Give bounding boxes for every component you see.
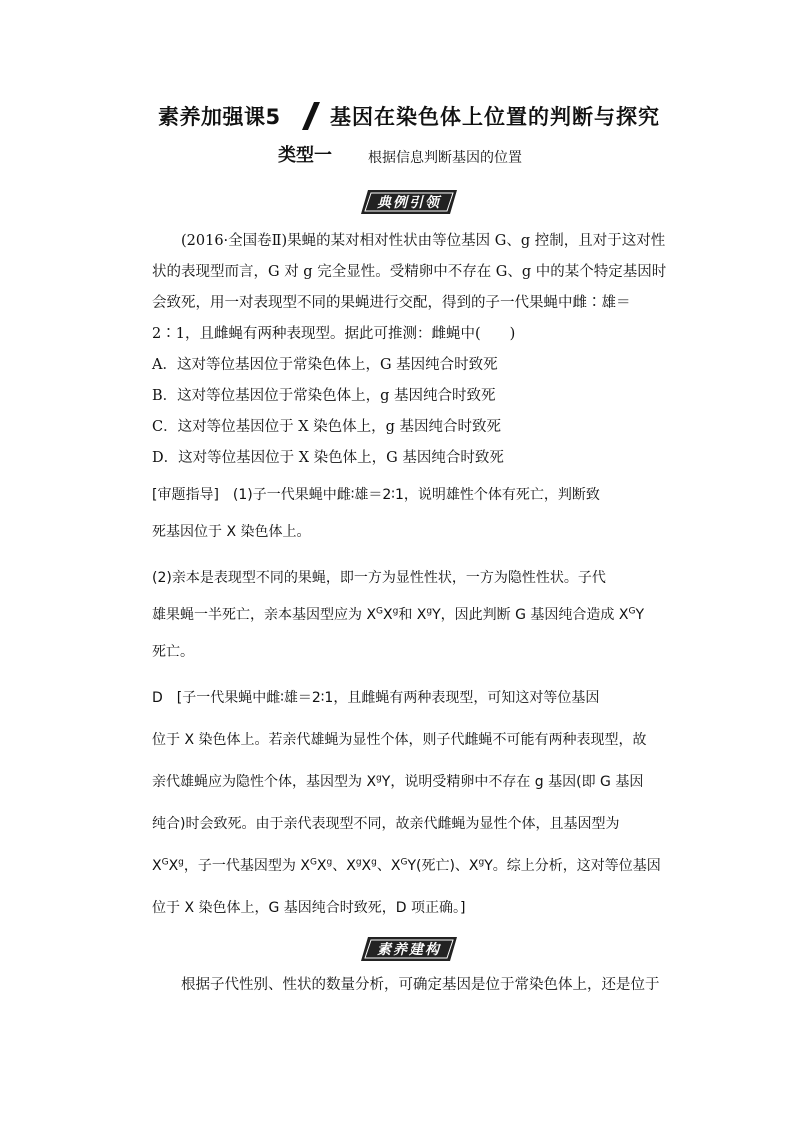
construct-text: 根据子代性别、性状的数量分析，可确定基因是位于常染色体上，还是位于 [181, 977, 660, 993]
type-heading-text: 根据信息判断基因的位置 [368, 150, 522, 166]
title-left: 素养加强课5 [158, 105, 281, 129]
example-banner [360, 189, 458, 215]
guide-line-4: 雄果蝇一半死亡，亲本基因型应为 $X^GX^g$和 $X^gY$，因此判断 G 基因纯合造成 $X^GY$ [152, 606, 644, 623]
question-line-4: 2∶1，且雌蝇有两种表现型。据此可推测：雌蝇中( ) [152, 326, 516, 342]
answer-line-2: 位于 X 染色体上。若亲代雄蝇为显性个体，则子代雌蝇不可能有两种表现型，故 [152, 732, 647, 748]
answer-line-4: 纯合)时会致死。由于亲代表现型不同，故亲代雌蝇为显性个体，且基因型为 [152, 816, 620, 832]
construct-banner-label: 素养建构 [377, 942, 441, 958]
question-line-2: 状的表现型而言，G 对 g 完全显性。受精卵中不存在 G、g 中的某个特定基因时 [152, 264, 667, 280]
answer-line-5: $X^GX^g$，子一代基因型为 $X^GX^g$、$X^gX^g$、$X^GY$(死亡)、$X^gY$。综上分析，这对等位基因 [152, 857, 661, 874]
question-line-1: (2016·全国卷Ⅱ)果蝇的某对相对性状由等位基因 G、g 控制，且对于这对性 [181, 233, 666, 249]
slash-divider-icon [300, 101, 322, 131]
lesson-title [158, 101, 718, 133]
example-banner-label: 典例引领 [377, 195, 441, 211]
answer-line-1: D [子一代果蝇中雌∶雄＝2∶1，且雌蝇有两种表现型，可知这对等位基因 [152, 690, 600, 706]
construct-banner [360, 936, 458, 962]
guide-line-2: 死基因位于 X 染色体上。 [152, 524, 311, 540]
option-a: A．这对等位基因位于常染色体上，G 基因纯合时致死 [152, 357, 498, 373]
type-tag: 类型一 [270, 143, 340, 169]
option-c: C．这对等位基因位于 X 染色体上，g 基因纯合时致死 [152, 419, 502, 435]
answer-line-6: 位于 X 染色体上，G 基因纯合时致死，D 项正确。] [152, 900, 466, 916]
option-d: D．这对等位基因位于 X 染色体上，G 基因纯合时致死 [152, 450, 504, 466]
question-line-3: 会致死，用一对表现型不同的果蝇进行交配，得到的子一代果蝇中雌∶雄＝ [152, 295, 631, 311]
guide-line-5: 死亡。 [152, 644, 194, 660]
guide-line-1: [审题指导] (1)子一代果蝇中雌∶雄＝2∶1，说明雄性个体有死亡，判断致 [152, 487, 600, 503]
type-heading [270, 143, 630, 171]
title-right: 基因在染色体上位置的判断与探究 [330, 104, 660, 129]
option-b: B．这对等位基因位于常染色体上，g 基因纯合时致死 [152, 388, 496, 404]
answer-line-3: 亲代雄蝇应为隐性个体，基因型为 $X^gY$，说明受精卵中不存在 g 基因(即 G 基因 [152, 773, 644, 790]
guide-line-3: (2)亲本是表现型不同的果蝇，即一方为显性性状，一方为隐性性状。子代 [152, 570, 606, 586]
